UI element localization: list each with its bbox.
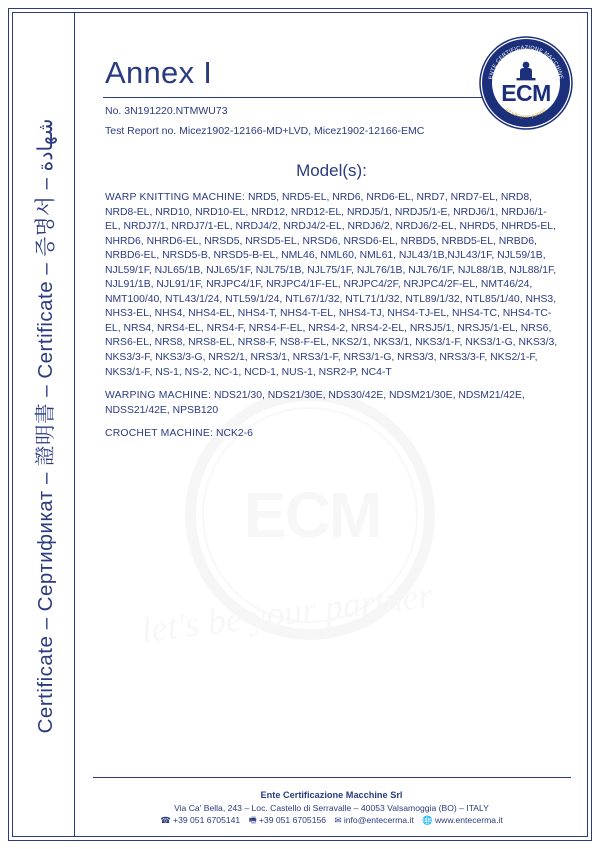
footer-phone: +39 051 6705141 — [173, 815, 241, 825]
footer-company-name: Ente Certificazione Macchine Srl — [260, 790, 403, 800]
header-divider — [103, 97, 493, 98]
models-category-label: WARP KNITTING MACHINE: — [105, 192, 246, 203]
fax-icon: 🖷 — [248, 815, 257, 825]
models-group-crochet — [105, 427, 560, 442]
phone-icon: ☎ — [160, 815, 171, 825]
footer-email[interactable]: info@entecerma.it — [343, 815, 414, 825]
models-category-values: NRD5, NRD5-EL, NRD6, NRD6-EL, NRD7, NRD7-EL, NRD8, NRD8-EL, NRD10, NRD10-EL, NRD12, NRD12-EL, NRDJ5/1, NRDJ5/1-E, NRDJ6/1, NRDJ6/1-EL, NRDJ7/1, NRDJ7/1-EL, NRDJ4/2, NRDJ4/2-EL, NRDJ6/2, NRDJ6/2-EL, NHRD5, NHRD5-EL, NHRD6, NHRD6-EL, NRSD5, NRSD5-EL, NRSD6, NRSD6-EL, NRBD5, NRBD5-EL, NRBD6, NRBD6-EL, NRSD5-B, NRSD5-B-EL, NML46, NML60, NML61, NJL43/1B,NJL43/1F, NJL59/1B, NJL59/1F, NJL65/1B, NJL65/1F, NJL75/1B, NJL75/1F, NJL76/1B, NJL76/1F, NJL88/1B, NJL88/1F, NJL91/1B, NJL91/1F, NRJPC4/1F, NRJPC4/1F-EL, NRJPC4/2F, NRJPC4/2F-EL, NMT46/24, NMT100/40, NTL43/1/24, NTL59/1/24, NTL67/1/32, NTL71/1/32, NTL89/1/32, NTL85/1/40, NHS3, NHS3-EL, NHS4, NHS4-EL, NHS4-T, NHS4-T-EL, NHS4-TJ, NHS4-TJ-EL, NHS4-TC, NHS4-TC-EL, NRS4, NRS4-EL, NRS4-F, NRS4-F-EL, NRS4-2, NRS4-2-EL, NRSJ5/1, NRSJ5/1-EL, NRS6, NRS6-EL, NRS8, NRS8-EL, NRS8-F, NS8-F-EL, NKS2/1, NKS3/1, NKS3/1-F, NKS3/1-G, NKS3/3, NKS3/3-F, NKS3/3-G, NRS2/1, NRS3/1, NRS3/1-F, NRS3/1-G, NRS3/3, NRS3/3-F, NKS2/1-F, NKS3/1-F, NS-1, NS-2, NC-1, NCD-1, NUS-1, NSR2-P, NC4-T — [105, 192, 558, 378]
ecm-logo — [478, 35, 574, 131]
svg-text:let's be your partner: let's be your partner — [503, 106, 549, 121]
watermark-ecm-text: ECM — [243, 479, 381, 551]
models-category-label: CROCHET MACHINE: — [105, 428, 214, 440]
vertical-language-band — [13, 13, 75, 836]
document-footer — [75, 789, 588, 826]
globe-icon: 🌐 — [422, 815, 433, 825]
page-title: Annex I — [105, 55, 213, 90]
vertical-certificate-text: Certificate – Сертификат – 證明書 – Certificate – 증명서 – شهادة — [34, 118, 57, 734]
footer-divider — [93, 777, 571, 778]
test-report-number: Test Report no. Micez1902-12166-MD+LVD, Micez1902-12166-EMC — [105, 125, 425, 137]
svg-text:ECM: ECM — [501, 80, 551, 106]
document-number: No. 3N191220.NTMWU73 — [105, 105, 228, 117]
models-heading: Model(s): — [296, 161, 367, 180]
models-group-warp-knitting — [105, 191, 560, 380]
models-list — [105, 191, 560, 451]
footer-contacts — [75, 814, 588, 826]
email-icon: ✉ — [334, 815, 342, 825]
models-category-values: NCK2-6 — [215, 428, 253, 440]
document-content — [75, 13, 588, 836]
footer-fax: +39 051 6705156 — [258, 815, 327, 825]
svg-text:ENTE CERTIFICAZIONE MACCHINE: ENTE CERTIFICAZIONE MACCHINE — [488, 44, 564, 80]
footer-address: Via Ca' Bella, 243 – Loc. Castello di Serravalle – 40053 Valsamoggia (BO) – ITALY — [174, 803, 489, 813]
watermark-slogan: let's be your partner — [139, 574, 435, 651]
models-group-warping — [105, 389, 560, 418]
models-category-label: WARPING MACHINE: — [105, 390, 212, 402]
models-category-values: NDS21/30, NDS21/30E, NDS30/42E, NDSM21/30E, NDSM21/42E, NDSS21/42E, NPSB120 — [105, 390, 525, 416]
footer-website[interactable]: www.entecerma.it — [434, 815, 503, 825]
